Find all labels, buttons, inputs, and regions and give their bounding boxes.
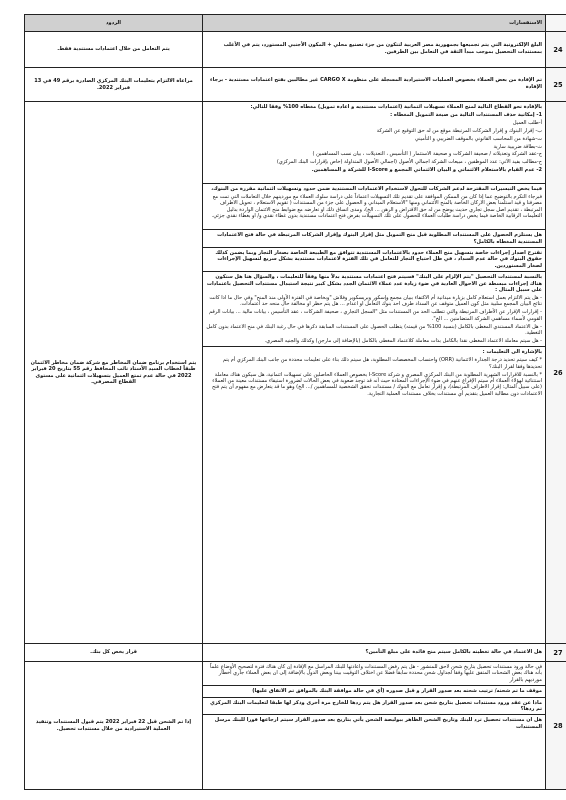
inquiries-header: الاستفسارات: [203, 15, 546, 32]
reply-cell: إذا تم الشحن قبل 22 فبراير 2022 يتم قبول المستندات وتنفيذ العملية الاستيرادية من خلال مستندات تحصيل.: [25, 662, 203, 790]
inquiry-line: فيما يخص التيسيرات المقترحة لدعم الشركات للتحول لاستخدام الاعتمادات المستندية ضمن حدود وتسهيلات ائتمانية مقررة من البنوك،: [211, 186, 542, 193]
row-number: 25: [546, 68, 566, 102]
inquiry-block: [206, 104, 542, 181]
inquiry-line: 1- إمكانية حذف المستندات التالية من صيغة التمويل المغطاه :: [390, 111, 542, 118]
inquiry-line: فبرجاء التكرم بالتوضيح عما إذا كان من الممكن الموافقة على تقديم تلك التسهيلات اعتماداً على دراسة سلوك العملاء مع موردينهم خلال التعاملات التي تمت مع مصرفنا و قيد استلمنا بعض الاركان الخاصة بالمنح الائتماني ومنها "الاستعلام الميداني و الحصول على جزء من المستندات ( تقويم الاستعلام ، تحويل الاطراف المرتبطة ، تقديم اصل سجل تجاري حديث يوضح من له حق الاقتراض و الرهن ... الخ)، ومدى اتساق ذلك او تعارضه مع ضوابط منح الائتمان الواردة بدليل التعليمات الرقابية الخاصة فيما يخص دراسة طلبات العملاء للحصول على تلك التسهيلات بفرض فتح اعتمادات مستندية بدون غطاء نقدي و/ او بغطاء نقدي جزئي.: [211, 194, 542, 220]
inquiry-cell: [203, 32, 546, 68]
inquiry-block: [203, 229, 545, 245]
inquiry-text: البلغ الإلكترونية التي يتم تجميعها بجمهورية مصر العربية لتتكون من جزء تصنيع محلي + المكون الأجنبي المستورد، يتم في الأغلب بمستندات التحصيل بموجب مبدأ الثقة في التعامل بين الطرفين.: [223, 42, 542, 55]
inquiry-line: ت-شهادة من المحاسب القانوني بالموقف الضريبي و التأميني: [414, 135, 542, 142]
row-number: 28: [546, 662, 566, 790]
inquiry-cell: [203, 68, 546, 102]
number-header: [546, 15, 566, 32]
inquiry-line: ث-بطاقة ضريبية سارية: [493, 143, 542, 150]
row-number: 27: [546, 644, 566, 662]
row-number: 26: [546, 102, 566, 644]
inquiry-line: هل ان مستندات تحصيل ترد للبنك وتاريخ الشحن الظاهر ببوليصة الشحن يأتي بتاريخ بعد صدور القرار سيتم ارجاعها فورا للبنك مرسل المستندات: [214, 717, 542, 730]
inquiry-line: - هل الاعتماد المستندي المغطى بالكامل (بنسبة 100% من قيمته) يتطلب الحصول على المستندات السابقة ذكرها في حال رغبة البنك في منح الاعتماد بدون كامل التغطية.: [206, 323, 542, 336]
table-row: [25, 662, 566, 790]
inquiry-text: تم الإفادة من بعض العملاء بخصوص العمليات الاستيرادية المسجلة على منظومة CARGO X غير مطالبين بفتح اعتمادات مستندية - برجاء الإفادة: [209, 77, 542, 90]
inquiry-cell: [203, 662, 546, 790]
inquiry-line: - إقرارات الإقرار عن الأطراف المرتبطة والتي تتطلب الحد من المستندات مثل "السجل التجاري ، صحيفة الشركات ، عقد التأسيس ، بيانات مالية ... بيانات الرقم القومي لأسماء مساهمي الشركة المتضامنين ... الخ".: [209, 309, 542, 322]
inquiry-block: [203, 685, 545, 694]
inquiry-line: ح-مطالب بفيد الآتي: عدد الموظفين ، مبيعات الشركة اجمالي الأصول (اجمالي الأصول المتداولة (خاص بإقرارات البنك المركزي): [276, 159, 542, 166]
reply-cell: مراعاة الالتزام بتعليمات البنك المركزي الصادرة برقم 49 في 13 فبراير 2022.: [25, 68, 203, 102]
table-row: [25, 32, 566, 68]
inquiry-line: بالإشارة الى التعليمات :: [482, 349, 542, 356]
reply-cell: يتم التعامل من خلال اعتمادات مستندية فقط.: [25, 32, 203, 68]
inquiry-block: [203, 183, 545, 227]
inquiry-cell: [203, 102, 546, 644]
inquiry-line: * بالنسبة للاقرارات الشهرية المطلوبة من البنك المركزي المصري و شركة I-Score بخصوص العملاء الحاصلين على تسهيلات ائتمانية، هل سيكون هناك معاملة استثنائية لهؤلاء العملاء أم سيتم الإفراغ عنهم في ضوء الإجراءات المعتادة حيث أنه قد توجد صعوبة في بعض الحالات لضرورة استيفاء مستندات معينة من العملاء (على سبيل المثال: إقرار الاطراف المرتبطة)، و إقرار تعامل مع البنوك / مستندات تحقق الشخصية للمساهمين /... الخ) وهو ما قد يتعارض مع مفهوم أن يتم فتح الاعتمادات دون مطالبة العميل بتقديم أي مستندات بخلاف مستندات العملية التجارية.: [211, 371, 542, 397]
inquiry-line: * كيف سيتم تحديد درجة الجدارة الائتمانية (ORR) واحتساب المخصصات المطلوبة، هل سيتم ذلك بناء على تعليمات محددة من جانب البنك المركزي أم يتم تحديدها وفقا لقرار البنك؟: [222, 357, 542, 370]
table-row: [25, 644, 566, 662]
reply-cell: يتم استخدام برنامج ضمان المخاطر مع شركة ضمان مخاطر الائتمان طبقاً لخطاب السيد الأستاذ نائب المحافظ رقم 55 بتاريخ 20 فبراير 2022 في حالة عدم تمتع العميل بتسهيلات ائتمانية على مستوى القطاع المصرفي.: [25, 102, 203, 644]
inquiry-line: ب- إقرار البنوك و إقرار الشركات المرتبطة موقع من له حق التوقيع عن الشركة: [376, 127, 542, 134]
inquiry-line: بالإفادة نحو القطاع التالية لمنح العملاء تسهيلات ائتمانية (اعتمادات مستنديه و اعادة تمويل) مغطاه 100% وفقا للتالي:: [250, 104, 542, 110]
inquiry-cell: [203, 644, 546, 662]
row-number: 24: [546, 32, 566, 68]
inquiry-text: هل الاعتماد في حالة تغطيته بالكامل سيتم منح فائدة على مبلغ التأمين؟: [365, 648, 542, 655]
inquiry-block: [203, 714, 545, 730]
replies-header: الردود: [25, 15, 203, 32]
inquiry-block: [203, 697, 545, 713]
inquiry-line: ماذا عن عقد ورود مستندات تحصيل بتاريخ شحن بعد صدور القرار هل يتم ردها للخارج مرة أخرى وذكر لها طبقا لتعليمات البنك المركزي تم ردها؟: [210, 699, 542, 713]
table-row: [25, 68, 566, 102]
inquiry-line: نقترح اصدار إجراءات خاصة بتسهيل منح العملاء حدود بالاعتمادات المستندية تتوافق مع الطبيعة الخاصة بصغار التجار وبما يضمن كذلك حقوق البنوك في حالة عدم السداد ، في ظل احتياج التجار للتعامل في تلك الفترة لاعتمادات مستندية بشكل سريع لتسهيل الإجراءات لصغار المستوردين.: [215, 250, 542, 269]
inquiry-block: [203, 346, 545, 397]
inquiry-line: بالنسبة لمستندات التحصيل "يتم الإلزام على البنك" فسيتم فتح اعتمادات مستندية بدلاً منها وفقاً للتعليمات ، والسؤال هنا هل ستكون هناك إجراءات مبسطة عن الاحوال العادية في ضوء زيادة عدد عملاء الائتمان الجدد بشكل كبير نتيجة استبدال مستندات التحصيل باعتمادات على سبيل المثال :: [206, 274, 542, 294]
inquiry-line: ج-عقد الشركة وتعديلاته / صحيفة الشركات و صحيفة الاستثمار ( التأسيس ، التعديلات ، بيان نسب المساهمين ): [312, 151, 542, 158]
table-row: [25, 102, 566, 644]
inquiry-line: في حالة ورود مستندات تحصيل بتاريخ شحن لاحق للمنشور - هل يتم رفض المستندات واعادتها للبنك المراسل مع الإفادة إن كان هناك فترة لتصحيح الأوضاع علماً بأنه هناك بعض الشحنات المتفق عليها وفقا لجداول شحن محددة سابقا فضلا عن اختلاف التوقيت بيننا وبعض الدول بالإضافة إلى ان بعض العملاء جاري اخطار مورديهم بالقرار: [210, 664, 542, 683]
inquiry-block: [203, 271, 545, 344]
inquiries-table: [24, 14, 566, 790]
inquiry-line: - هل سيتم معاملة الاعتماد المغطى نقدا بالكامل بذات معاملة كلاعتماد المغطى بالكامل (بالإضافة إلى مارجن) وكذلك والجنيه المصري.: [264, 337, 542, 344]
inquiry-block: [203, 247, 545, 269]
table-header-row: [25, 15, 566, 32]
inquiry-line: 2- عدم القيام بالاستعلام الائتماني و البيان الائتماني المجمع و I-Score للشركة و المساهمين.: [311, 167, 542, 174]
inquiry-line: هل يستلزم الحصول على المستندات المطلوبة قبل منح التمويل مثل إقرار البنوك وإقرار الشركات المرتبطة في حالة فتح الاعتمادات المستندية المغطاه بالكامل؟: [217, 232, 542, 245]
inquiry-line: أ-طلب العميل: [512, 119, 542, 126]
reply-cell: قرار يخص كل بنك.: [25, 644, 203, 662]
inquiry-line: - هل يتم الالتزام بعمل استعلام كامل بزيارة ميدانية أم الاكتفاء ببيان مجمع وإسكور وبريسكوير وفلاش "وبخاصة في الفترة الأولى منذ المنح" وفي حال ما اذا كانت نتائج البيان المجمع سلبية مثل كون العميل متوقف عن السداد طرف احد بنوك التعامل او اعدام ... هل يتم حظر او مخالفة حال منحه حد اعتمادات.: [209, 294, 542, 308]
inquiry-line: موقف ما تم شحنه/ ترتيب شحنه بعد صدور القرار و قبل صدوره (أي في حالة موافقة البنك بالموافق تم الاتفاق عليها): [252, 688, 542, 695]
